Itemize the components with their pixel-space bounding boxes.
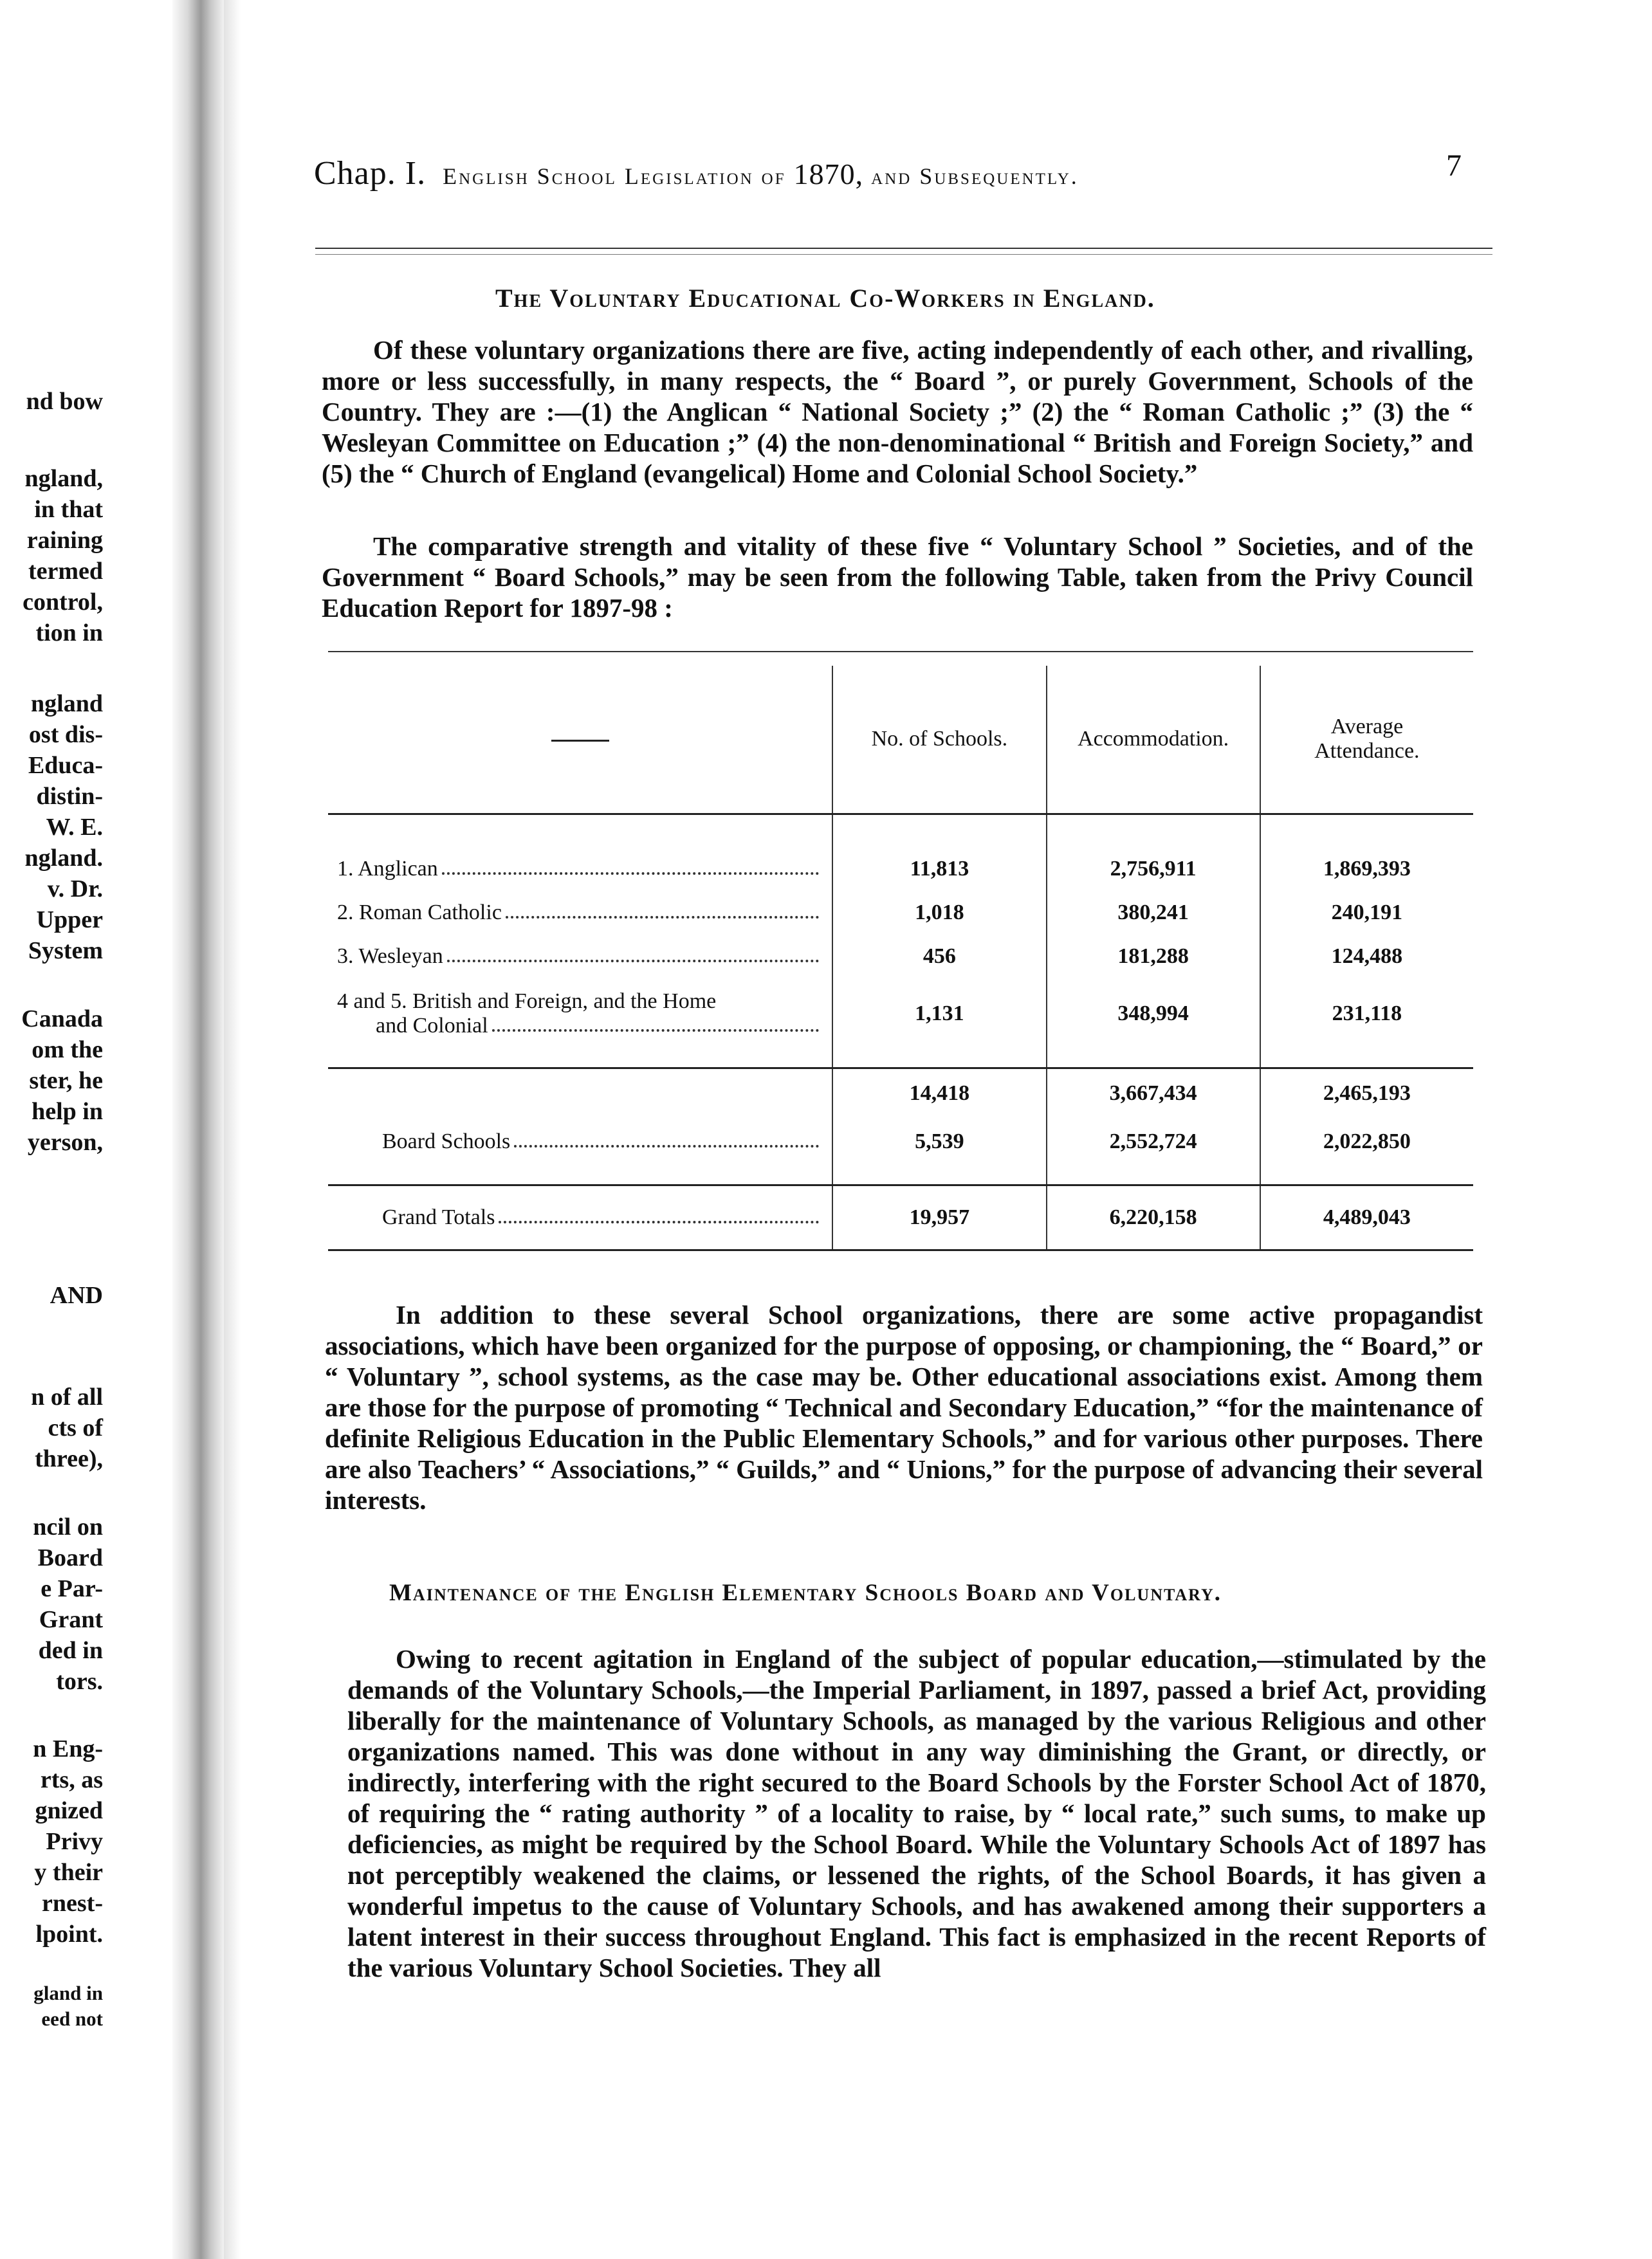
grand-accommodation: 6,220,158 [1047, 1186, 1260, 1250]
paragraph-comparative [322, 531, 1473, 623]
facing-page-line: y their [34, 1859, 103, 1886]
cell-attendance: 1,869,393 [1260, 847, 1473, 891]
paragraph-comparative-text: The comparative strength and vitality of these five “ Voluntary School ” Societies, and of the Government “ Board Schools,” may be seen from the following Table, taken from the Privy Council Education Report for 1897-98 : [322, 531, 1473, 623]
header-rule-thin [315, 254, 1492, 255]
header-attendance-line1: Average [1330, 715, 1404, 739]
table-row [328, 935, 1473, 978]
facing-page-line: Canada [21, 1005, 103, 1032]
facing-page-line: help in [32, 1098, 103, 1125]
board-accommodation: 2,552,724 [1047, 1117, 1260, 1166]
facing-page-line: cts of [48, 1414, 103, 1441]
facing-page-line: n Eng- [33, 1735, 103, 1762]
subtotal-attendance: 2,465,193 [1260, 1069, 1473, 1117]
facing-page-line: rts, as [40, 1766, 103, 1793]
cell-schools: 1,131 [832, 978, 1046, 1049]
subtotal-schools: 14,418 [832, 1069, 1046, 1117]
facing-page-line: raining [26, 527, 103, 554]
row-label-line2: and Colonial [376, 1013, 488, 1038]
board-schools: 5,539 [832, 1117, 1046, 1166]
header-attendance-line2: Attendance. [1314, 739, 1420, 764]
facing-page-line: om the [32, 1036, 103, 1063]
row-label-line1: 4 and 5. British and Foreign, and the Home [337, 989, 717, 1013]
facing-page-line: eed not [41, 2007, 103, 2030]
facing-page-line: control, [23, 589, 103, 616]
row-label: 3. Wesleyan [337, 944, 443, 968]
facing-page-line: ded in [38, 1637, 103, 1664]
cell-schools: 456 [832, 935, 1046, 978]
grand-label: Grand Totals [382, 1205, 495, 1229]
facing-page-line: Privy [46, 1828, 103, 1855]
grand-schools: 19,957 [832, 1186, 1046, 1250]
facing-page-line: ster, he [29, 1067, 103, 1094]
cell-accommodation: 181,288 [1047, 935, 1260, 978]
facing-page-line: W. E. [46, 814, 103, 841]
facing-page-line: lpoint. [35, 1921, 103, 1948]
cell-attendance: 240,191 [1260, 891, 1473, 935]
facing-page-line: rnest- [42, 1890, 103, 1917]
facing-page-line: ngland, [24, 465, 103, 492]
facing-page-line: v. Dr. [47, 875, 103, 902]
row-label: 2. Roman Catholic [337, 900, 502, 924]
facing-page-line: gland in [33, 1982, 103, 2004]
paragraph-associations [325, 1299, 1483, 1515]
paragraph-organizations-text: Of these voluntary organizations there are five, acting independently of each other, and rivalling, more or less successfully, in many respects, the “ Board ”, or purely Government, Schools of the Country. They are :—(1) the Anglican “ National Society ;” (2) the “ Roman Catholic ;” (3) the “ Wesleyan Committee on Education ;” (4) the non-denominational “ British and Foreign Society,” and (5) the “ Church of England (evangelical) Home and Colonial School Society.” [322, 335, 1473, 488]
table-top-rule [328, 651, 1473, 652]
chapter-label: Chap. I. [314, 155, 427, 192]
facing-page-line: e Par- [41, 1575, 103, 1602]
header-schools: No. of Schools. [832, 666, 1046, 814]
cell-accommodation: 380,241 [1047, 891, 1260, 935]
cell-attendance: 231,118 [1260, 978, 1473, 1049]
facing-page-line: nd bow [26, 388, 103, 415]
facing-page-line: ngland. [24, 845, 103, 872]
facing-page-line: Upper [36, 906, 103, 933]
board-attendance: 2,022,850 [1260, 1117, 1473, 1166]
facing-page-line: three), [35, 1445, 103, 1472]
cell-schools: 11,813 [832, 847, 1046, 891]
table-header-blank [328, 666, 832, 814]
facing-page-line: ngland [31, 690, 103, 717]
book-gutter [172, 0, 224, 2259]
facing-page-line: yerson, [27, 1129, 103, 1156]
header-rule [315, 248, 1492, 249]
facing-page-line: gnized [35, 1797, 103, 1824]
facing-page-line: AND [50, 1282, 103, 1309]
facing-page-line: distin- [36, 783, 103, 810]
facing-page-line: in that [34, 496, 103, 523]
cell-schools: 1,018 [832, 891, 1046, 935]
row-label: 1. Anglican [337, 856, 438, 881]
section-heading-maintenance: Maintenance of the English Elementary Schools Board and Voluntary. [389, 1580, 1222, 1606]
table-row-subtotal [328, 1069, 1473, 1117]
table-row-board [328, 1117, 1473, 1166]
header-dash [551, 740, 609, 742]
cell-accommodation: 2,756,911 [1047, 847, 1260, 891]
header-attendance [1260, 666, 1473, 814]
header-title-part2: and Subsequently. [871, 163, 1079, 189]
paragraph-maintenance-text: Owing to recent agitation in England of the subject of popular education,—stimulated by the demands of the Voluntary Schools,—the Imperial Parliament, in 1897, passed a brief Act, providing liberally for the maintenance of Voluntary Schools, as managed by the various Religious and other organizations named. This was done without in any way diminishing the Grant, or directly, or indirectly, interfering with the right secured to the Board Schools by the Forster School Act of 1870, of requiring the “ rating authority ” of a locality to raise, by “ local rate,” such sums, to make up deficiencies, as might be required by the School Board. While the Voluntary Schools Act of 1897 has not perceptibly weakened the claims, or lessened the rights, of the School Boards, it has given a wonderful impetus to the cause of Voluntary Schools, and has awakened among their supporters a latent interest in their success throughout England. This fact is emphasized in the recent Reports of the various Voluntary School Societies. They all [347, 1644, 1486, 1982]
facing-page-line: ncil on [33, 1514, 103, 1541]
facing-page-line: n of all [31, 1384, 103, 1411]
table-row [328, 891, 1473, 935]
facing-page-line: System [28, 937, 103, 964]
grand-attendance: 4,489,043 [1260, 1186, 1473, 1250]
running-header [314, 154, 1472, 192]
paragraph-organizations [322, 334, 1473, 489]
header-accommodation: Accommodation. [1047, 666, 1260, 814]
facing-page-line: Board [37, 1544, 103, 1571]
facing-page-line: termed [28, 558, 103, 585]
board-label: Board Schools [382, 1129, 511, 1153]
paragraph-maintenance [347, 1643, 1486, 1983]
facing-page-line: tion in [35, 619, 103, 646]
cell-attendance: 124,488 [1260, 935, 1473, 978]
header-year: 1870, [793, 158, 864, 190]
facing-page-line: tors. [56, 1668, 103, 1695]
statistics-table [328, 666, 1473, 1251]
cell-accommodation: 348,994 [1047, 978, 1260, 1049]
table-row [328, 847, 1473, 891]
facing-page-line: Educa- [28, 752, 103, 779]
facing-page-line: ost dis- [28, 721, 103, 748]
page-number: 7 [1446, 149, 1462, 183]
header-title-part1: English School Legislation of [443, 163, 786, 189]
table-row [328, 978, 1473, 1049]
facing-page-line: Grant [39, 1606, 103, 1633]
paragraph-associations-text: In addition to these several School organizations, there are some active propagandist associations, which have been organized for the purpose of opposing, or championing, the “ Board,” or “ Voluntary ”, school systems, as the case may be. Other educational associations exist. Among them are those for the purpose of promoting “ Technical and Secondary Education,” “for the maintenance of definite Religious Education in the Public Elementary Schools,” and for various other purposes. There are also Teachers’ “ Associations,” “ Guilds,” and “ Unions,” for the purpose of advancing their several interests. [325, 1300, 1483, 1515]
subtotal-accommodation: 3,667,434 [1047, 1069, 1260, 1117]
section-heading-coworkers: The Voluntary Educational Co-Workers in England. [495, 284, 1155, 313]
book-gutter-shadow [224, 0, 241, 2259]
table-row-grand-total [328, 1186, 1473, 1250]
